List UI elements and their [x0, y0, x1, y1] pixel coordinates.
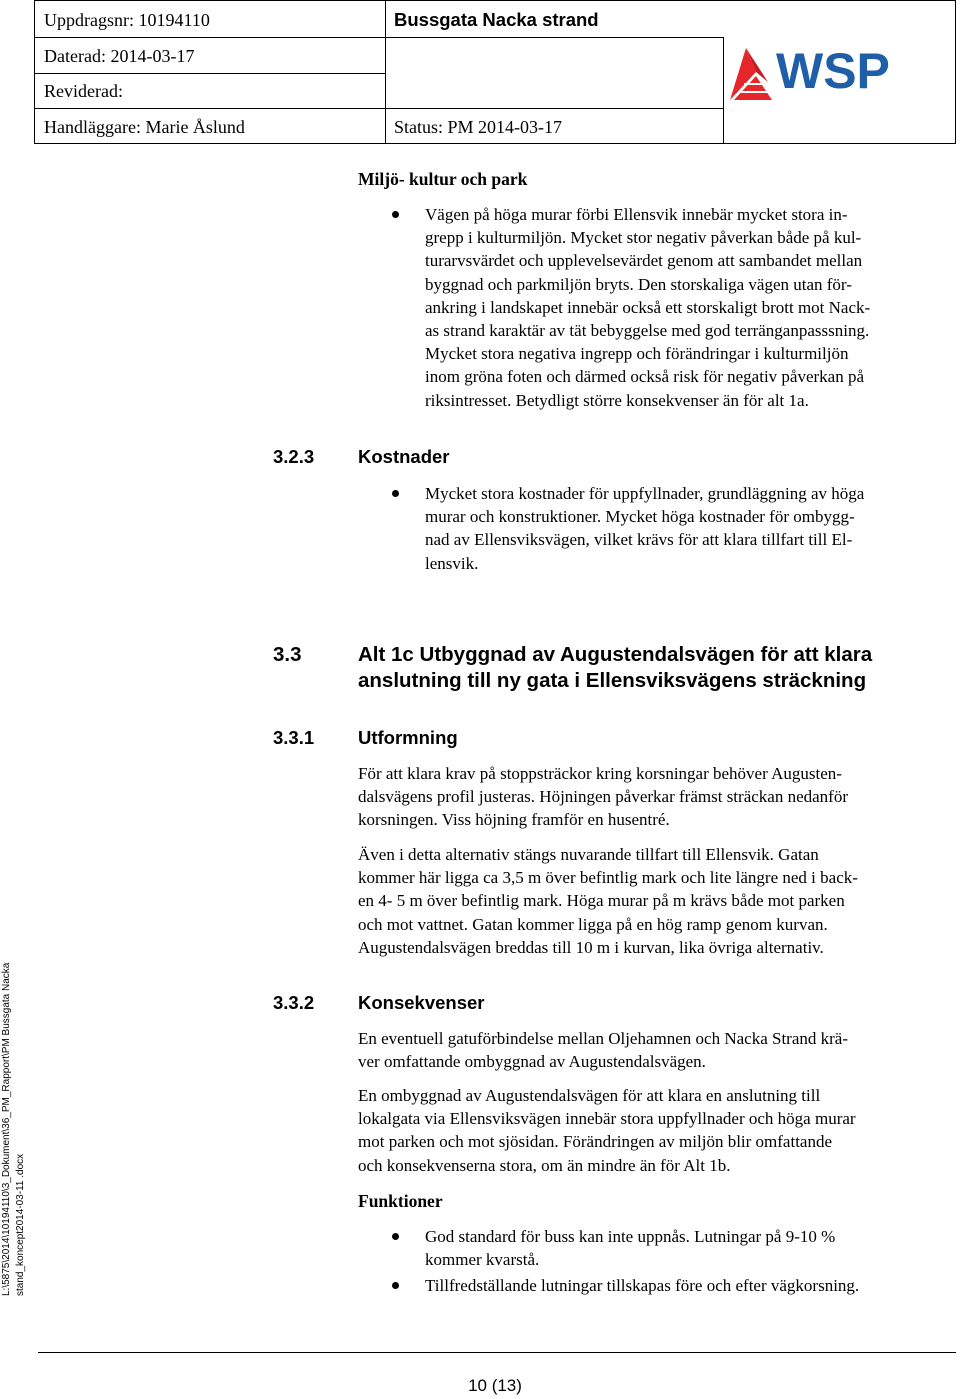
heading-line: anslutning till ny gata i Ellensviksvägens sträckning [358, 669, 867, 692]
section-number-33: 3.3 [273, 643, 302, 666]
dated: Daterad: 2014-03-17 [44, 46, 195, 66]
text-line: För att klara krav på stoppsträckor kring korsningar behöver Augusten- [358, 764, 842, 783]
text-line: dalsvägens profil justeras. Höjningen påverkar främst sträckan nedanför [358, 787, 848, 807]
text-line: nad av Ellensviksvägen, vilket krävs för att klara tillfart till El- [425, 530, 853, 550]
bullet-dot [392, 211, 399, 218]
text-line: Tillfredställande lutningar tillskapas före och efter vägkorsning. [425, 1276, 860, 1295]
wsp-logo [728, 42, 923, 104]
header-divider-v2 [723, 37, 724, 143]
text-line: lokalgata via Ellensviksvägen innebär stora uppfyllnader och höga murar [358, 1109, 856, 1129]
text-line: Mycket stora negativa ingrepp och förändringar i kulturmiljön [425, 344, 849, 364]
document-title: Bussgata Nacka strand [394, 9, 599, 30]
kostnader-bullet [425, 482, 955, 575]
utformning-paragraph-2 [358, 843, 958, 959]
wsp-logo-mark-icon [728, 42, 923, 104]
section-number-331: 3.3.1 [273, 727, 315, 748]
funktioner-heading: Funktioner [358, 1191, 443, 1211]
konsekvenser-heading: Konsekvenser [358, 992, 485, 1013]
text-line: lensvik. [425, 553, 479, 573]
text-line: En ombyggnad av Augustendalsvägen för att klara en anslutning till [358, 1086, 821, 1105]
konsekvenser-paragraph-2 [358, 1084, 958, 1177]
text-line: Mycket stora kostnader för uppfyllnader, grundläggning av höga [425, 484, 865, 503]
text-line: byggnad och parkmiljön bryts. Den storskaliga vägen utan för- [425, 274, 852, 294]
text-line: Vägen på höga murar förbi Ellensvik innebär mycket stora in- [425, 205, 848, 224]
file-path-line1: L:\5875\2014\10194110\3_Dokument\36_PM_Rapport\PM Bussgata Nacka [1, 962, 12, 1296]
kostnader-heading: Kostnader [358, 446, 450, 467]
header-divider-h1 [35, 37, 723, 38]
text-line: murar och konstruktioner. Mycket höga kostnader för ombygg- [425, 507, 855, 527]
header-divider-h2 [35, 73, 385, 74]
miljo-heading: Miljö- kultur och park [358, 169, 528, 189]
text-line: En eventuell gatuförbindelse mellan Oljehamnen och Nacka Strand krä- [358, 1029, 848, 1048]
bullet-dot [392, 1233, 399, 1240]
text-line: Även i detta alternativ stängs nuvarande tillfart till Ellensvik. Gatan [358, 845, 819, 864]
text-line: korsningen. Viss höjning framför en husentré. [358, 810, 670, 830]
section-number-323: 3.2.3 [273, 446, 315, 467]
file-path-note [0, 896, 40, 1296]
revised: Reviderad: [44, 81, 123, 101]
text-line: ver omfattande ombyggnad av Augustendalsvägen. [358, 1052, 706, 1072]
header-divider-h3 [35, 108, 723, 109]
funktioner-bullet-2 [425, 1274, 955, 1297]
miljo-bullet [425, 203, 955, 412]
konsekvenser-paragraph-1 [358, 1027, 958, 1073]
file-path-line2: stand_koncept2014-03-11 .docx [15, 1153, 26, 1296]
text-line: och mot vattnet. Gatan kommer ligga på en hög ramp genom kurvan. [358, 914, 828, 934]
page-number: 10 (13) [468, 1376, 522, 1395]
text-line: grepp i kulturmiljön. Mycket stor negativ påverkan både på kul- [425, 228, 862, 248]
funktioner-bullet-1 [425, 1225, 955, 1271]
utformning-paragraph-1 [358, 762, 958, 832]
text-line: och konsekvenserna stora, om än mindre än för Alt 1b. [358, 1155, 731, 1175]
text-line: turarvsvärdet och upplevelsevärdet genom att sambandet mellan [425, 251, 863, 271]
section-33-heading [358, 642, 958, 694]
footer-rule [38, 1352, 956, 1353]
text-line: God standard för buss kan inte uppnås. Lutningar på 9-10 % [425, 1227, 836, 1246]
text-line: Augustendalsvägen breddas till 10 m i kurvan, lika övriga alternativ. [358, 937, 824, 957]
bullet-dot [392, 1282, 399, 1289]
text-line: riksintresset. Betydligt större konsekvenser än för alt 1a. [425, 390, 809, 410]
section-number-332: 3.3.2 [273, 992, 315, 1013]
text-line: ankring i landskapet innebär också ett storskaligt brott mot Nack- [425, 297, 871, 317]
text-line: inom gröna foten och därmed också risk för negativ påverkan på [425, 367, 865, 387]
text-line: kommer kvarstå. [425, 1250, 540, 1270]
assignment-number: Uppdragsnr: 10194110 [44, 10, 210, 30]
text-line: en 4- 5 m över befintlig mark. Höga murar på m krävs både mot parken [358, 891, 845, 911]
text-line: mot parken och mot sjösidan. Förändringen av miljön blir omfattande [358, 1132, 833, 1152]
header-divider-v1 [385, 1, 386, 143]
status: Status: PM 2014-03-17 [394, 117, 563, 137]
text-line: as strand karaktär av tät bebyggelse med god terränganpasssning. [425, 321, 870, 341]
wsp-logo-text: WSP [776, 43, 890, 99]
utformning-heading: Utformning [358, 727, 458, 748]
handler: Handläggare: Marie Åslund [44, 117, 245, 137]
heading-line: Alt 1c Utbyggnad av Augustendalsvägen för att klara [358, 643, 873, 666]
bullet-dot [392, 490, 399, 497]
text-line: kommer här ligga ca 3,5 m över befintlig mark och lite längre ned i back- [358, 868, 858, 888]
